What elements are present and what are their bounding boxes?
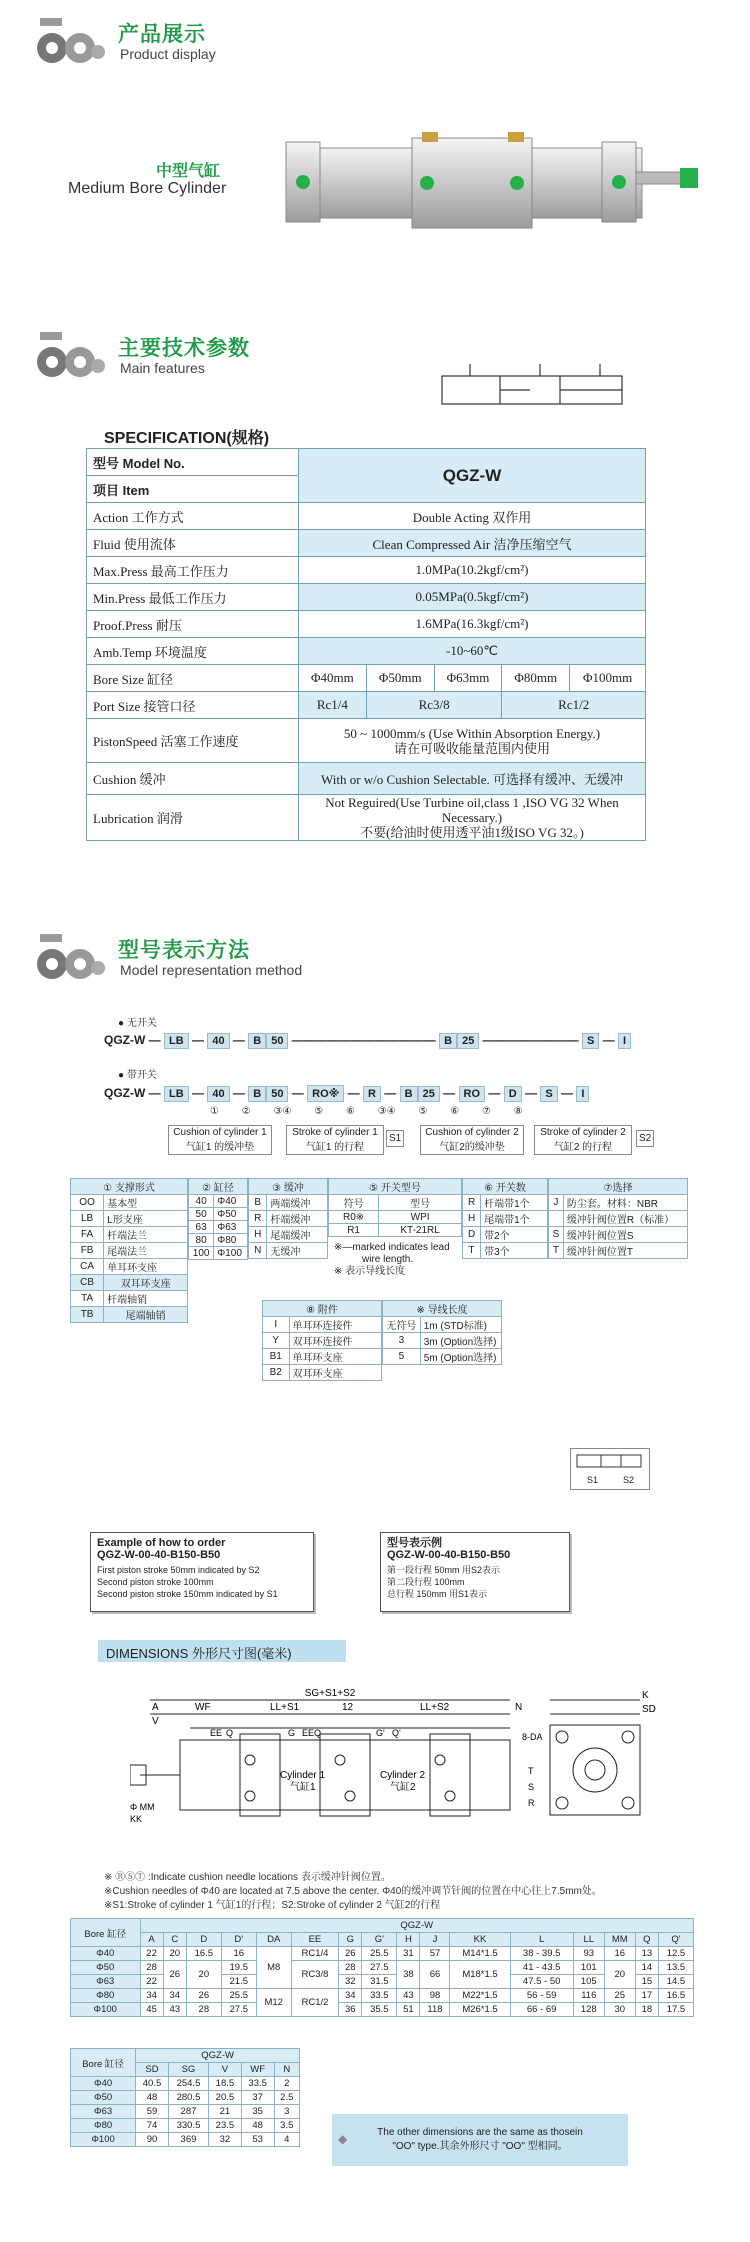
- dim-lls2-label: LL+S2: [420, 1702, 450, 1713]
- lead-length-table: ※ 导线长度 无符号 1m (STD标准) 3 3m (Option选择) 5 5m (Option选择): [382, 1300, 502, 1365]
- switch-type-table: ⑤ 开关型号 符号 型号 R0※ WPI R1 KT-21RL: [328, 1178, 462, 1237]
- dim-ee-label: EE: [210, 1728, 223, 1738]
- spec-bore-label: Bore Size 缸径: [87, 665, 299, 692]
- dim-gp-label: G': [376, 1728, 385, 1738]
- mount-table: ① 支撑形式 OO 基本型 LB L形支座 FA 杆端法兰 FB 尾端法兰 CA 单耳环支座 CB 双耳环支座 TA 杆端轴销 TB 尾端轴销: [70, 1178, 188, 1323]
- dim-v-label: V: [152, 1716, 159, 1727]
- dim-note: ※ ⓇⓈⓉ :Indicate cushion needle locations 表示缓冲针阀位置。: [104, 1872, 391, 1883]
- spec-lub-value-cn: 不要(给油时使用透平油1级ISO VG 32。): [360, 825, 584, 840]
- dim-a-label: A: [152, 1702, 159, 1713]
- spec-port: Rc1/2: [502, 692, 646, 719]
- spec-row-label: Max.Press 最高工作压力: [87, 557, 299, 584]
- table-row: Φ40 40.5 254.5 18.5 33.5 2: [71, 2077, 300, 2091]
- spec-row-value: 1.6MPa(16.3kgf/cm²): [299, 611, 646, 638]
- bore-table: ② 缸径 40 Φ40 50 Φ50 63 Φ63 80 Φ80 100 Φ100: [188, 1178, 248, 1260]
- table-row: Φ100 45 43 28 27.5 36 35.5 51 118 M26*1.5 66 - 69 128 30 18 17.5: [71, 2003, 694, 2017]
- gears-tractor-icon: [34, 328, 106, 380]
- table-row: Φ50 48 280.5 20.5 37 2.5: [71, 2091, 300, 2105]
- dim-cyl1-label: Cylinder 1: [280, 1770, 326, 1781]
- stroke1-box: Stroke of cylinder 1 气缸1 的行程: [286, 1125, 384, 1155]
- spec-item-label: 项目 Item: [87, 476, 299, 503]
- dim-q2-label: Q: [314, 1728, 322, 1738]
- gears-tractor-icon: [34, 14, 106, 66]
- s1-tag: S1: [386, 1130, 404, 1147]
- table-row: Φ100 90 369 32 53 4: [71, 2133, 300, 2147]
- stroke2-box: Stroke of cylinder 2 气缸2 的行程: [534, 1125, 632, 1155]
- spec-row-value: 0.05MPa(0.5kgf/cm²): [299, 584, 646, 611]
- section-title-cn: 型号表示方法: [118, 939, 250, 962]
- section-title-en: Main features: [120, 360, 205, 376]
- dimension-table-2: Bore 缸径 QGZ-W SD SG V WF N Φ40 40.5 254.5 18.5 33.5 2 Φ50 48 280.5 20.5 37 2.5 Φ63 59 287 21 35 3 Φ80 74 330.5 23.5 48 3.5 Φ100 90 369 32 53 4: [70, 2048, 300, 2147]
- table-row: Φ40 22 20 16.5 16 M8 RC1/4 26 25.5 31 57 M14*1.5 38 - 39.5 93 16 13 12.5: [71, 1947, 694, 1961]
- table-row: Φ50 28 26 20 19.5 RC3/8 28 27.5 38 66 M18*1.5 41 - 43.5 101 20 14 13.5: [71, 1961, 694, 1975]
- spec-bore: Φ100mm: [570, 665, 646, 692]
- spec-title: SPECIFICATION(规格): [104, 430, 270, 447]
- section-title-en: Product display: [120, 46, 216, 62]
- spec-bore: Φ63mm: [434, 665, 502, 692]
- table-row: Φ63 59 287 21 35 3: [71, 2105, 300, 2119]
- spec-bore: Φ80mm: [502, 665, 570, 692]
- model-code-with-switch: QGZ-W — LB — 40 — B 50 — RO※ — R — B 25 — RO — D — S — I: [104, 1085, 589, 1102]
- dim-cyl1cn-label: 气缸1: [290, 1782, 316, 1793]
- spec-lub-label: Lubrication 润滑: [87, 795, 299, 841]
- spec-cushion-value: With or w/o Cushion Selectable. 可选择有缓冲、无缓冲: [299, 763, 646, 795]
- with-switch-label: ● 带开关: [118, 1070, 157, 1081]
- dim-wf-label: WF: [195, 1702, 211, 1713]
- table-row: Φ80 74 330.5 23.5 48 3.5: [71, 2119, 300, 2133]
- spec-port: Rc1/4: [299, 692, 367, 719]
- table-row: Φ63 22 21.5 32 31.5 47.5 - 50 105 15 14.5: [71, 1975, 694, 1989]
- dimension-drawing: [130, 1670, 680, 1840]
- dim-cyl2cn-label: 气缸2: [390, 1782, 416, 1793]
- dim-g-label: G: [288, 1728, 296, 1738]
- spec-lub-value: Not Reguired(Use Turbine oil,class 1 ,ISO VG 32 When Necessary.): [325, 795, 619, 825]
- accessory-table: ⑧ 附件 I 单耳环连接件 Y 双耳环连接件 B1 单耳环支座 B2 双耳环支座: [262, 1300, 382, 1381]
- spec-row-label: Action 工作方式: [87, 503, 299, 530]
- cushion2-box: Cushion of cylinder 2 气缸2的缓冲垫: [420, 1125, 524, 1155]
- spec-piston-label: PistonSpeed 活塞工作速度: [87, 719, 299, 763]
- spec-row-label: Fluid 使用流体: [87, 530, 299, 557]
- model-code-no-switch: QGZ-W — LB — 40 — B 50 ———————————— B 25 ———————— S — I: [104, 1033, 631, 1049]
- spec-bore: Φ40mm: [299, 665, 367, 692]
- switch-count-table: ⑥ 开关数 R 杆端带1个 H 尾端带1个 D 带2个 T 带3个: [462, 1178, 548, 1259]
- dim-t-label: T: [528, 1766, 534, 1776]
- dim-mm-label: Φ MM: [130, 1802, 155, 1812]
- spec-port-label: Port Size 接管口径: [87, 692, 299, 719]
- example-cn-box: 型号表示例 QGZ-W-00-40-B150-B50 第一段行程 50mm 用S2表示 第二段行程 100mm 总行程 150mm 用S1表示: [380, 1532, 570, 1612]
- circled-numbers: ① ② ③④ ⑤ ⑥ ③④ ⑤ ⑥ ⑦ ⑧: [210, 1106, 523, 1117]
- cushion1-box: Cushion of cylinder 1 气缸1 的缓冲垫: [168, 1125, 272, 1155]
- dim-sd-label: SD: [642, 1704, 656, 1715]
- dim-lls1-label: LL+S1: [270, 1702, 300, 1713]
- dimensions-title: DIMENSIONS 外形尺寸图(毫米): [98, 1640, 346, 1662]
- spec-piston-value: 50 ~ 1000mm/s (Use Within Absorption Energy.): [343, 725, 601, 741]
- product-name-en: Medium Bore Cylinder: [68, 180, 227, 197]
- spec-table: [86, 448, 646, 841]
- dim-note: ※S1:Stroke of cylinder 1 气缸1的行程；S2:Stroke of cylinder 2 气缸2的行程: [104, 1900, 441, 1911]
- dim-r-label: R: [528, 1798, 535, 1808]
- section-title-en: Model representation method: [120, 962, 303, 978]
- dim-12-label: 12: [342, 1702, 354, 1713]
- dim-n-label: N: [515, 1702, 523, 1713]
- table-row: Φ80 34 34 26 25.5 M12 RC1/2 34 33.5 43 98 M22*1.5 56 - 59 116 25 17 16.5: [71, 1989, 694, 2003]
- spec-port: Rc3/8: [366, 692, 502, 719]
- no-switch-label: ● 无开关: [118, 1018, 157, 1029]
- lead-note: ※—marked indicates lead wire length. ※ 表示导线长度: [334, 1242, 450, 1277]
- dim-k-label: K: [642, 1690, 649, 1701]
- stroke-mini-diagram: S1 S2: [570, 1448, 650, 1490]
- spec-row-value: Double Acting 双作用: [299, 503, 646, 530]
- dim-qp-label: Q': [392, 1728, 401, 1738]
- spec-row-value: -10~60℃: [299, 638, 646, 665]
- spec-bore: Φ50mm: [366, 665, 434, 692]
- dim-cyl2-label: Cylinder 2: [380, 1770, 426, 1781]
- spec-row-label: Amb.Temp 环境温度: [87, 638, 299, 665]
- dim-s-label: S: [528, 1782, 535, 1792]
- note-bullet-icon: ◆: [338, 2132, 348, 2146]
- dim-da-label: 8-DA: [522, 1732, 543, 1742]
- spec-model-value: QGZ-W: [299, 449, 646, 503]
- dim-kk-label: KK: [130, 1814, 143, 1824]
- dim-note: ※Cushion needles of Φ40 are located at 7.5 above the center. Φ40的缓冲调节针阀的位置在中心往上7.5mm处。: [104, 1886, 602, 1897]
- example-en-box: Example of how to order QGZ-W-00-40-B150-B50 First piston stroke 50mm indicated by S2 Second piston stroke 100mm Second piston stroke 150mm indicated by S1: [90, 1532, 314, 1612]
- cylinder-product-image: [272, 128, 722, 243]
- product-name-cn: 中型气缸: [156, 163, 221, 180]
- cushion-table: ③ 缓冲 B 两端缓冲 R 杆端缓冲 H 尾端缓冲 N 无缓冲: [248, 1178, 328, 1259]
- spec-row-value: Clean Compressed Air 洁净压缩空气: [299, 530, 646, 557]
- section-header-model: [34, 930, 334, 982]
- section-title-cn: 产品展示: [118, 23, 206, 46]
- s2-tag: S2: [636, 1130, 654, 1147]
- spec-model-label: 型号 Model No.: [87, 449, 299, 476]
- gears-tractor-icon: [34, 930, 106, 982]
- spec-row-value: 1.0MPa(10.2kgf/cm²): [299, 557, 646, 584]
- section-header-product: [34, 14, 334, 66]
- section-header-features: [34, 328, 334, 380]
- spec-piston-value-cn: 请在可吸收能量范围内使用: [393, 740, 550, 756]
- spec-row-label: Min.Press 最低工作压力: [87, 584, 299, 611]
- spec-row-label: Proof.Press 耐压: [87, 611, 299, 638]
- dim-sg-label: SG+S1+S2: [304, 1688, 356, 1699]
- dim-ee2-label: EE: [302, 1728, 315, 1738]
- spec-cushion-label: Cushion 缓冲: [87, 763, 299, 795]
- option-table: ⑦选择 J 防尘套。材料：NBR 缓冲针阀位置R（标准） S 缓冲针阀位置S T 缓冲针阀位置T: [548, 1178, 688, 1259]
- dim-q-label: Q: [226, 1728, 234, 1738]
- section-title-cn: 主要技术参数: [118, 337, 250, 360]
- other-dims-note: ◆ The other dimensions are the same as thosein "OO" type.其余外形尺寸 "OO" 型相同。: [332, 2114, 628, 2166]
- symbol-diagram: [440, 362, 630, 420]
- dimension-table-1: Bore 缸径 QGZ-W A C D D' DA EE G G' H J KK L LL MM Q Q' Φ40 22 20 16.5 16 M8 RC1/4 26 25.5 31 57 M14*1.5 38 - 39.5 93 16 13 12.5 Φ50 28 26 20 19.5 RC3/8 28 27.5 38 66 M18*1.5 41 - 43.5 101 20 14 13.5 Φ63 22 21.5 32 31.5 47.5 - 50 105 15 14.5 Φ80 34 34 26 25.5 M12 RC1/2 34 33.5 43 98 M22*1.5 56 - 59 116 25 17 16.5 Φ100 45 43 28 27.5 36 35.5 51 118 M26*1.5 66 - 69 128 30 18 17.5: [70, 1918, 694, 2017]
